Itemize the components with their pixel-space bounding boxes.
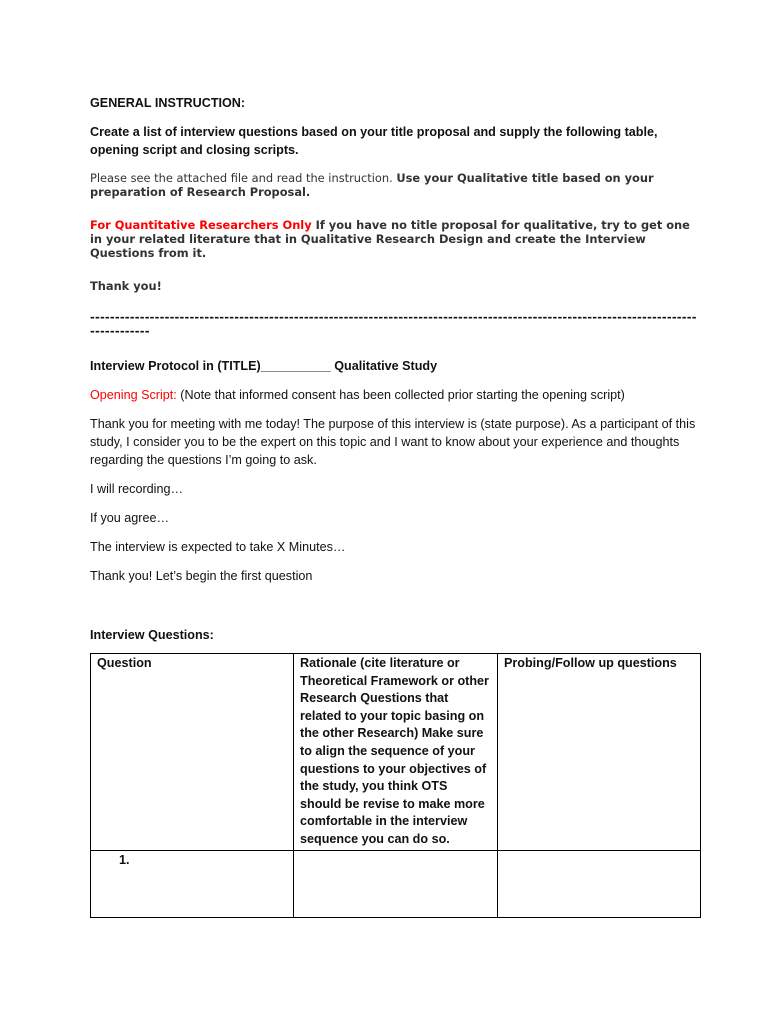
attached-note-plain: Please see the attached file and read the instruction.	[90, 171, 397, 185]
interview-questions-table	[90, 653, 701, 918]
opening-script-note: (Note that informed consent has been collected prior starting the opening script)	[176, 388, 625, 402]
protocol-title: Interview Protocol in (TITLE)__________ Qualitative Study	[90, 359, 438, 373]
table-cell[interactable]: 1.	[91, 850, 294, 917]
table-cell[interactable]	[294, 850, 498, 917]
table-row	[91, 850, 701, 917]
opening-script-label: Opening Script:	[90, 388, 177, 402]
main-instruction: Create a list of interview questions based on your title proposal and supply the following table, opening script and closing scripts.	[90, 125, 658, 157]
script-paragraph: If you agree…	[90, 511, 170, 525]
document-page	[90, 94, 700, 918]
table-header-cell: Question	[91, 654, 294, 851]
table-cell[interactable]	[498, 850, 701, 917]
quantitative-text: If you have no title proposal for qualitative, try to get one in your related literature that in Qualitative Research Design and create the Interview Questions from it.	[90, 218, 690, 260]
attached-note-bold: Use your Qualitative title based on your preparation of Research Proposal.	[90, 171, 654, 199]
opening-script-line	[90, 386, 700, 404]
table-header-cell: Rationale (cite literature or Theoretical Framework or other Research Questions that related to your topic basing on the other Research) Make sure to align the sequence of your questions to your objectives of the study, you think OTS should be revise to make more comfortable in the interview sequence you can do so.	[294, 654, 498, 851]
general-instruction-heading: GENERAL INSTRUCTION:	[90, 96, 246, 110]
interview-questions-heading: Interview Questions:	[90, 628, 214, 642]
quantitative-note	[90, 218, 700, 260]
script-paragraph: The interview is expected to take X Minutes…	[90, 540, 346, 554]
script-paragraph: Thank you! Let’s begin the first question	[90, 569, 313, 583]
table-header-cell: Probing/Follow up questions	[498, 654, 701, 851]
thank-you-note: Thank you!	[90, 279, 162, 293]
quantitative-label: For Quantitative Researchers Only	[90, 218, 312, 232]
table-header-row	[91, 654, 701, 851]
section-divider: --------------------------------------------------------------------------------------------------------------------------------------	[90, 310, 697, 338]
attached-file-note	[90, 171, 700, 199]
script-paragraph: I will recording…	[90, 482, 184, 496]
script-paragraph: Thank you for meeting with me today! The purpose of this interview is (state purpose). As a participant of this study, I consider you to be the expert on this topic and I want to know about your experience and thoughts regarding the questions I’m going to ask.	[90, 417, 696, 467]
